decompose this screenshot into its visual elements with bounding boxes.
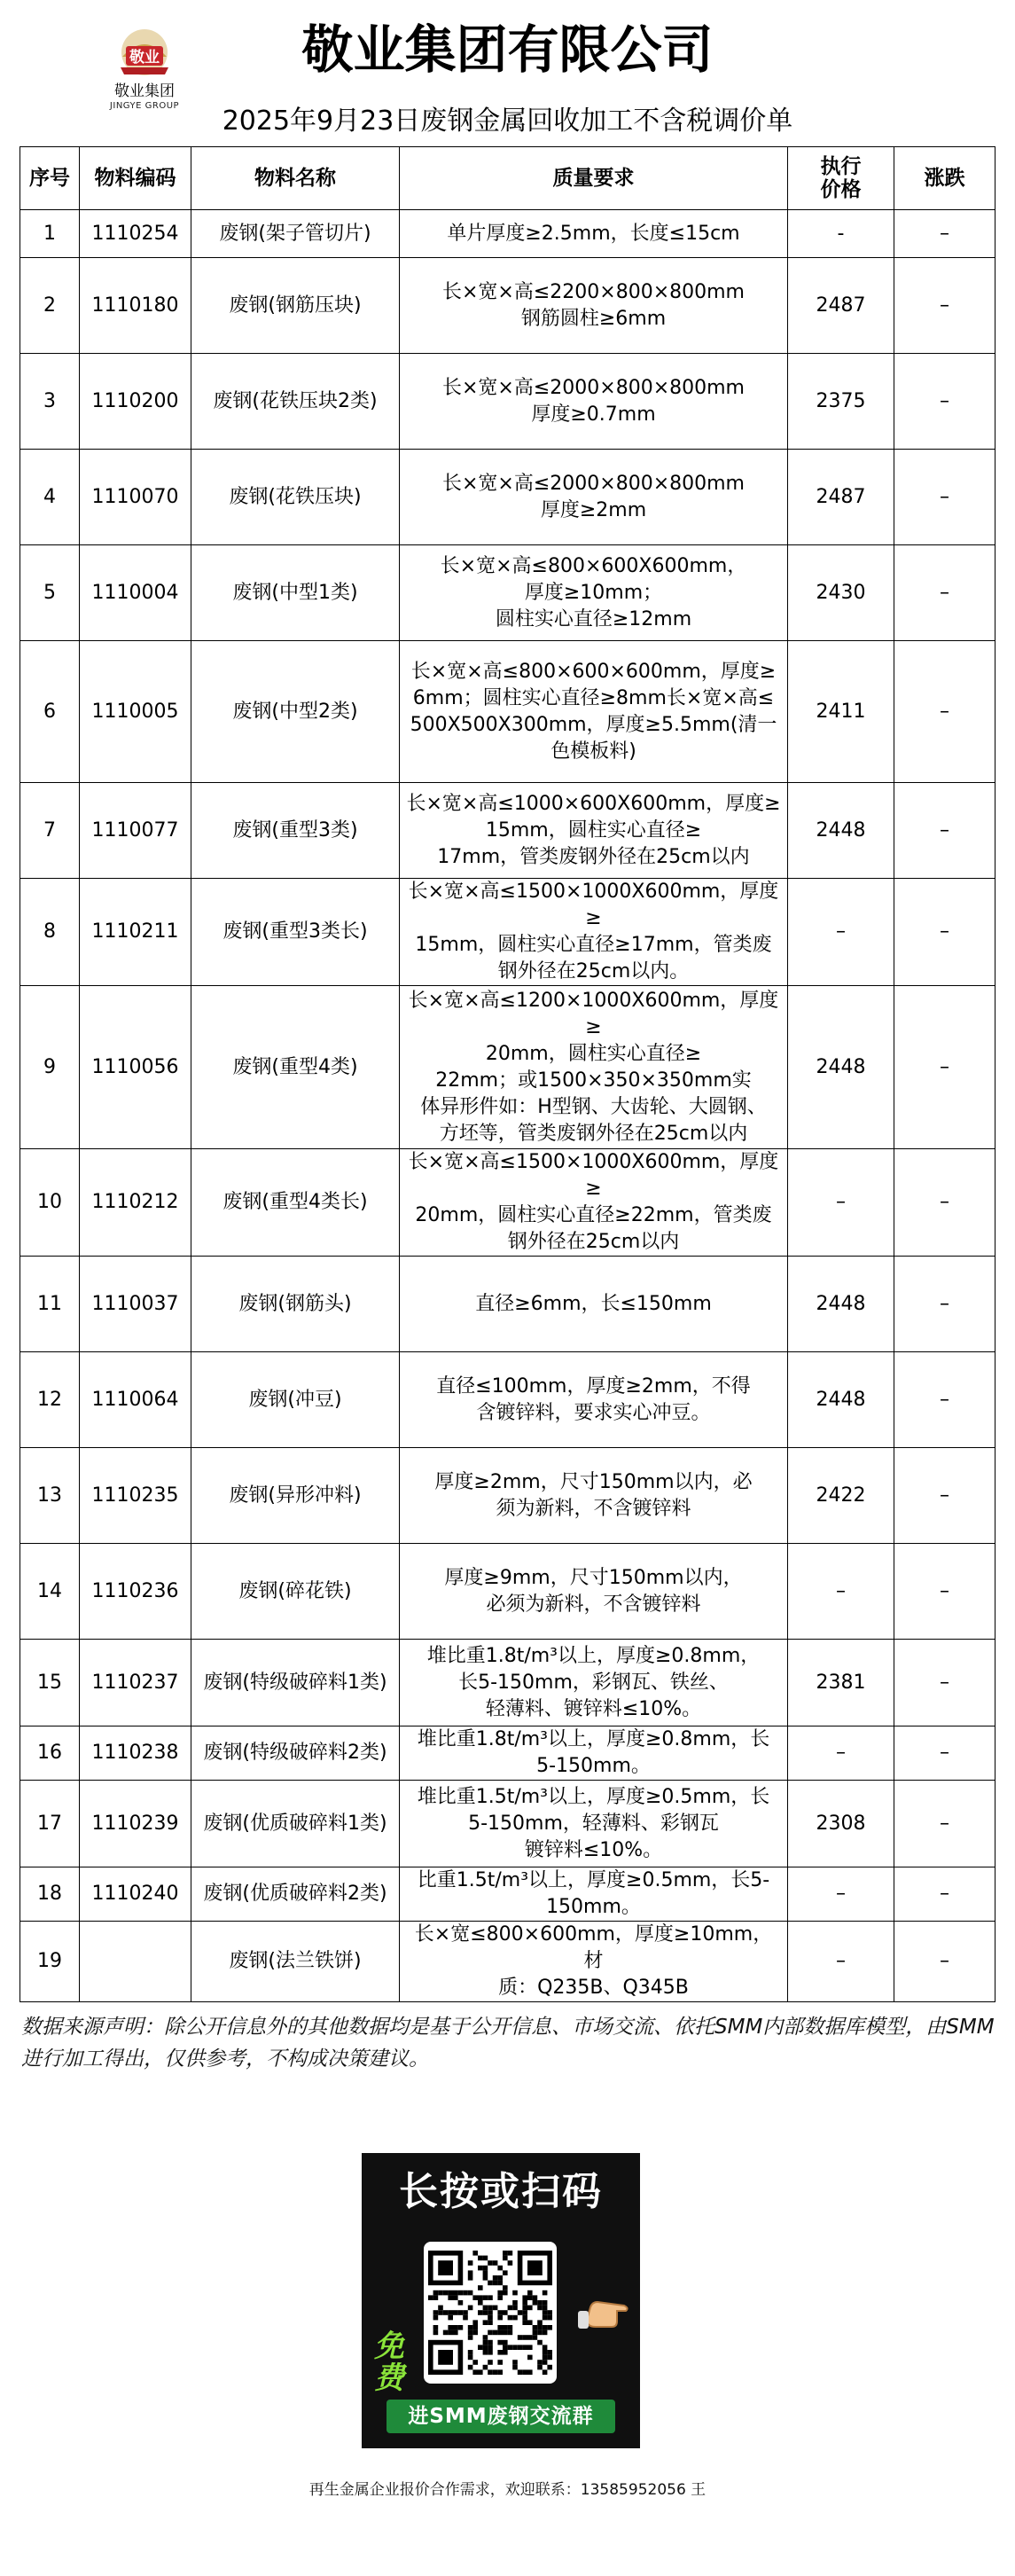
row-change: – [894,450,995,545]
row-material-code: 1110240 [80,1867,191,1922]
row-execution-price: - [788,210,894,258]
table-row [20,258,995,354]
row-execution-price: 2487 [788,258,894,354]
table-body [20,210,995,2002]
row-material-name: 废钢(冲豆) [191,1352,400,1448]
row-serial: 3 [20,354,80,450]
row-execution-price: 2375 [788,354,894,450]
row-material-code: 1110238 [80,1726,191,1781]
row-change: – [894,1257,995,1352]
row-serial: 1 [20,210,80,258]
row-execution-price: – [788,1149,894,1257]
row-serial: 19 [20,1922,80,2002]
row-material-name: 废钢(钢筋压块) [191,258,400,354]
row-quality-requirement: 直径≤100mm，厚度≥2mm，不得 含镀锌料，要求实心冲豆。 [400,1352,788,1448]
table-row [20,354,995,450]
logo-english-name: JINGYE GROUP [109,101,180,111]
qr-code-icon [428,2251,552,2375]
row-material-name: 废钢(异形冲料) [191,1448,400,1544]
row-execution-price: 2448 [788,1352,894,1448]
row-material-name: 废钢(架子管切片) [191,210,400,258]
row-change: – [894,210,995,258]
row-quality-requirement: 长×宽×高≤2200×800×800mm 钢筋圆柱≥6mm [400,258,788,354]
row-material-code: 1110037 [80,1257,191,1352]
row-material-name: 废钢(花铁压块2类) [191,354,400,450]
row-material-code: 1110211 [80,879,191,986]
row-material-code: 1110236 [80,1544,191,1640]
row-change: – [894,545,995,641]
row-material-code: 1110239 [80,1781,191,1867]
header-execution-price: 执行 价格 [788,147,894,210]
row-serial: 18 [20,1867,80,1922]
row-serial: 8 [20,879,80,986]
row-quality-requirement: 长×宽×高≤2000×800×800mm 厚度≥2mm [400,450,788,545]
row-material-code: 1110180 [80,258,191,354]
row-execution-price: – [788,879,894,986]
row-change: – [894,354,995,450]
table-row [20,641,995,783]
table-row [20,1149,995,1257]
row-change: – [894,258,995,354]
row-serial: 14 [20,1544,80,1640]
row-execution-price: 2448 [788,783,894,879]
row-quality-requirement: 长×宽≤800×600mm，厚度≥10mm，材 质：Q235B、Q345B [400,1922,788,2002]
table-row [20,210,995,258]
row-serial: 17 [20,1781,80,1867]
row-quality-requirement: 长×宽×高≤800×600×600mm，厚度≥ 6mm；圆柱实心直径≥8mm长×宽×高≤ 500X500X300mm，厚度≥5.5mm(清一 色模板料) [400,641,788,783]
row-execution-price: – [788,1726,894,1781]
table-row [20,1640,995,1726]
row-quality-requirement: 长×宽×高≤1500×1000X600mm，厚度≥ 20mm，圆柱实心直径≥22mm，管类废 钢外径在25cm以内 [400,1149,788,1257]
row-quality-requirement: 厚度≥2mm，尺寸150mm以内，必 须为新料，不含镀锌料 [400,1448,788,1544]
row-execution-price: 2448 [788,986,894,1149]
row-execution-price: 2308 [788,1781,894,1867]
row-change: – [894,1544,995,1640]
row-material-name: 废钢(中型2类) [191,641,400,783]
price-list-title: 2025年9月23日废钢金属回收加工不含税调价单 [222,106,793,137]
row-material-name: 废钢(法兰铁饼) [191,1922,400,2002]
contact-info: 再生金属企业报价合作需求，欢迎联系：13585952056 王 [308,2481,707,2499]
row-serial: 15 [20,1640,80,1726]
row-quality-requirement: 堆比重1.8t/m³以上，厚度≥0.8mm， 长5-150mm，彩钢瓦、铁丝、 轻薄料、镀锌料≤10%。 [400,1640,788,1726]
table-row [20,783,995,879]
header-material-code: 物料编码 [80,147,191,210]
row-change: – [894,1448,995,1544]
row-serial: 7 [20,783,80,879]
row-serial: 11 [20,1257,80,1352]
row-execution-price: 2381 [788,1640,894,1726]
row-quality-requirement: 长×宽×高≤1200×1000X600mm，厚度≥ 20mm，圆柱实心直径≥ 22mm；或1500×350×350mm实 体异形件如：H型钢、大齿轮、大圆钢、 方坯等，管类废钢外径在25cm以内 [400,986,788,1149]
row-material-code: 1110056 [80,986,191,1149]
row-quality-requirement: 堆比重1.8t/m³以上，厚度≥0.8mm，长 5-150mm。 [400,1726,788,1781]
row-material-code: 1110004 [80,545,191,641]
row-serial: 12 [20,1352,80,1448]
row-change: – [894,641,995,783]
price-table [20,146,995,2002]
logo-chinese-name: 敬业集团 [114,82,175,100]
row-execution-price: 2422 [788,1448,894,1544]
row-material-code: 1110200 [80,354,191,450]
qr-code[interactable] [424,2242,557,2384]
row-material-name: 废钢(重型4类) [191,986,400,1149]
svg-text:敬业: 敬业 [129,49,160,67]
row-quality-requirement: 长×宽×高≤1500×1000X600mm，厚度≥ 15mm，圆柱实心直径≥17mm，管类废 钢外径在25cm以内。 [400,879,788,986]
join-group-banner[interactable]: 进SMM废钢交流群 [386,2400,615,2433]
row-quality-requirement: 长×宽×高≤2000×800×800mm 厚度≥0.7mm [400,354,788,450]
row-material-code: 1110237 [80,1640,191,1726]
row-quality-requirement: 比重1.5t/m³以上，厚度≥0.5mm，长5- 150mm。 [400,1867,788,1922]
row-material-name: 废钢(优质破碎料2类) [191,1867,400,1922]
row-material-name: 废钢(特级破碎料2类) [191,1726,400,1781]
table-row [20,1544,995,1640]
row-material-name: 废钢(碎花铁) [191,1544,400,1640]
header-quality-requirement: 质量要求 [400,147,788,210]
row-material-code: 1110077 [80,783,191,879]
row-change: – [894,1726,995,1781]
row-material-code: 1110235 [80,1448,191,1544]
table-row [20,1922,995,2002]
row-execution-price: 2448 [788,1257,894,1352]
row-material-code: 1110254 [80,210,191,258]
row-execution-price: – [788,1867,894,1922]
row-change: – [894,1149,995,1257]
row-serial: 2 [20,258,80,354]
table-row [20,1257,995,1352]
table-row [20,1781,995,1867]
row-execution-price: 2430 [788,545,894,641]
row-change: – [894,1781,995,1867]
row-change: – [894,1922,995,2002]
qr-promo-card[interactable] [362,2153,640,2448]
table-header-row [20,147,995,210]
row-quality-requirement: 直径≥6mm，长≤150mm [400,1257,788,1352]
header-serial: 序号 [20,147,80,210]
row-execution-price: 2411 [788,641,894,783]
table-row [20,450,995,545]
row-material-name: 废钢(重型3类) [191,783,400,879]
row-serial: 13 [20,1448,80,1544]
row-quality-requirement: 长×宽×高≤1000×600X600mm，厚度≥ 15mm，圆柱实心直径≥ 17mm，管类废钢外径在25cm以内 [400,783,788,879]
row-material-name: 废钢(钢筋头) [191,1257,400,1352]
row-serial: 5 [20,545,80,641]
row-quality-requirement: 长×宽×高≤800×600X600mm， 厚度≥10mm； 圆柱实心直径≥12mm [400,545,788,641]
table-row [20,1448,995,1544]
row-change: – [894,986,995,1149]
row-material-name: 废钢(重型4类长) [191,1149,400,1257]
row-material-code [80,1922,191,2002]
table-row [20,1867,995,1922]
row-change: – [894,1352,995,1448]
table-row [20,879,995,986]
data-source-disclaimer: 数据来源声明：除公开信息外的其他数据均是基于公开信息、市场交流、依托SMM内部数据库模型，由SMM进行加工得出，仅供参考，不构成决策建议。 [21,2016,995,2071]
row-serial: 16 [20,1726,80,1781]
row-material-code: 1110070 [80,450,191,545]
row-execution-price: 2487 [788,450,894,545]
qr-title: 长按或扫码 [399,2169,603,2214]
row-change: – [894,783,995,879]
row-material-name: 废钢(花铁压块) [191,450,400,545]
table-row [20,545,995,641]
row-quality-requirement: 单片厚度≥2.5mm，长度≤15cm [400,210,788,258]
row-execution-price: – [788,1922,894,2002]
row-serial: 9 [20,986,80,1149]
free-label: 免费 [374,2329,404,2396]
row-quality-requirement: 厚度≥9mm，尺寸150mm以内， 必须为新料，不含镀锌料 [400,1544,788,1640]
row-quality-requirement: 堆比重1.5t/m³以上，厚度≥0.5mm，长 5-150mm，轻薄料、彩钢瓦 镀锌料≤10%。 [400,1781,788,1867]
row-change: – [894,879,995,986]
row-material-code: 1110212 [80,1149,191,1257]
row-material-name: 废钢(中型1类) [191,545,400,641]
row-material-code: 1110064 [80,1352,191,1448]
table-row [20,1352,995,1448]
table-row [20,986,995,1149]
row-change: – [894,1867,995,1922]
row-material-code: 1110005 [80,641,191,783]
company-name: 敬业集团有限公司 [301,20,714,80]
row-change: – [894,1640,995,1726]
row-serial: 10 [20,1149,80,1257]
row-execution-price: – [788,1544,894,1640]
header-material-name: 物料名称 [191,147,400,210]
row-material-name: 废钢(特级破碎料1类) [191,1640,400,1726]
header-change: 涨跌 [894,147,995,210]
row-serial: 6 [20,641,80,783]
row-material-name: 废钢(优质破碎料1类) [191,1781,400,1867]
row-serial: 4 [20,450,80,545]
pointing-hand-icon [571,2275,633,2337]
row-material-name: 废钢(重型3类长) [191,879,400,986]
table-row [20,1726,995,1781]
